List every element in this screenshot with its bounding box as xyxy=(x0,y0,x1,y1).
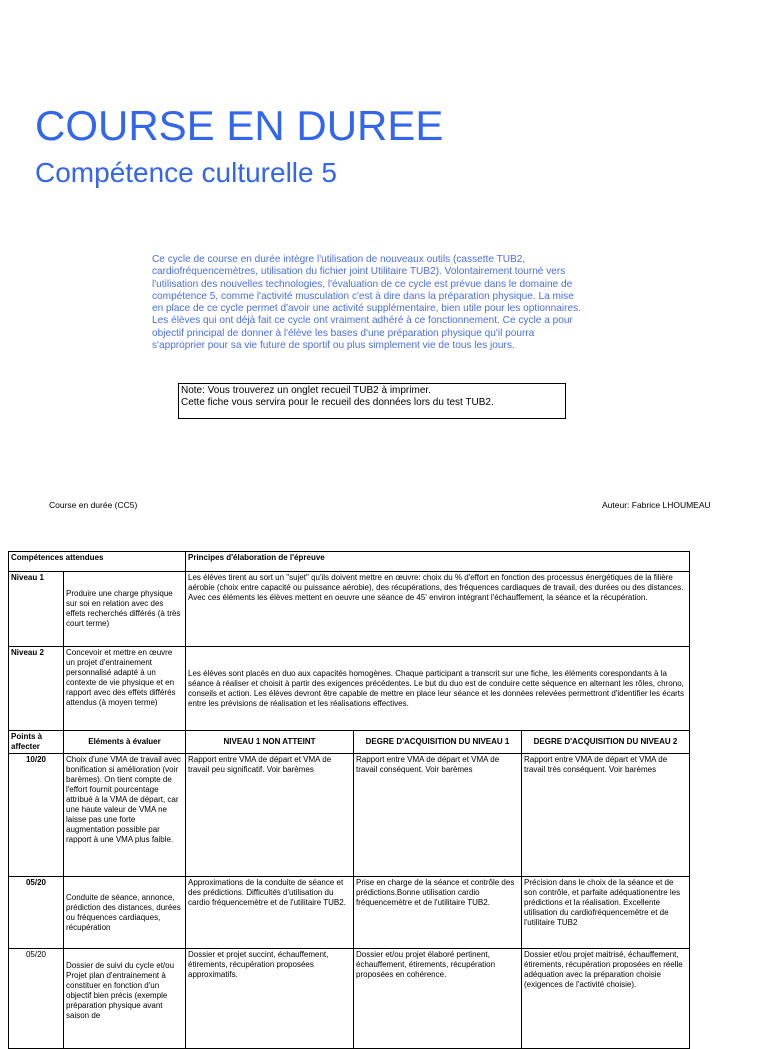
row-degre-niveau2: Précision dans le choix de la séance et de son contrôle, et parfaite adéquationentre les prédictions et la réalisation. Excellente utilisation du cardiofréquencemètre et de l'utilitaire TUB2 xyxy=(522,877,690,949)
row-degre-niveau1: Rapport entre VMA de départ et VMA de travail conséquent. Voir barèmes xyxy=(354,754,522,877)
row-niveau1-non-atteint: Dossier et projet succint, échauffement, étirements, récupération proposées approximatifs. xyxy=(186,949,354,1049)
niveau2-row xyxy=(9,647,690,731)
competences-header: Compétences attendues xyxy=(9,552,186,572)
row-element: Choix d'une VMA de travail avec bonification si amélioration (voir barèmes). On tient compte de l'effort fournit pourcentage attribué à la VMA de départ, car une haute valeur de VMA ne laisse pas une forte augmentation possible par rapport à une VMA plus faible. xyxy=(64,754,186,877)
niveau1-label: Niveau 1 xyxy=(9,572,64,647)
niveau1-competence: Produire une charge physique sur soi en relation avec des effets recherchés différés (à très court terme) xyxy=(64,572,186,647)
page-title: COURSE EN DUREE xyxy=(35,102,444,149)
row-points: 05/20 xyxy=(9,949,64,1049)
row-element: Dossier de suivi du cycle et/ou Projet plan d'entrainement à constituer en fonction d'un objectif bien précis (exemple préparation physique avant saison de xyxy=(64,949,186,1049)
niveau1-row xyxy=(9,572,690,647)
table-row xyxy=(9,949,690,1049)
row-element: Conduite de séance, annonce, prédiction des distances, durées ou fréquences cardiaques, récupération xyxy=(64,877,186,949)
criteria-header-row xyxy=(9,731,690,754)
table-header-row xyxy=(9,552,690,572)
row-niveau1-non-atteint: Rapport entre VMA de départ et VMA de travail peu significatif. Voir barèmes xyxy=(186,754,354,877)
note-line-2: Cette fiche vous servira pour le recueil des données lors du test TUB2. xyxy=(181,397,494,409)
note-box xyxy=(178,383,566,419)
principes-header: Principes d'élaboration de l'épreuve xyxy=(186,552,690,572)
elements-header: Eléments à évaluer xyxy=(64,731,186,754)
niveau2-competence: Concevoir et mettre en œuvre un projet d'entrainement personnalisé adapté à un contexte de vie physique et en rapport avec des effets différés attendus (à moyen terme) xyxy=(64,647,186,731)
author-label: Auteur: Fabrice LHOUMEAU xyxy=(602,500,711,510)
row-niveau1-non-atteint: Approximations de la conduite de séance et des prédictions. Difficultés d'utilisation du cardio fréquencemètre et de l'utilitaire TUB2. xyxy=(186,877,354,949)
row-degre-niveau2: Rapport entre VMA de départ et VMA de travail très conséquent. Voir barèmes xyxy=(522,754,690,877)
intro-paragraph: Ce cycle de course en durée intègre l'utilisation de nouveaux outils (cassette TUB2, cardiofréquencemètres, utilisation du fichier joint Utilitaire TUB2). Volontairement tourné vers l'utilisation des nouvelles technologies, l'évaluation de ce cycle est prévue dans le domaine de compétence 5, comme l'activité musculation c'est à dire dans la préparation physique. La mise en place de ce cycle permet d'avoir une activité supplémentaire, bien utile pour les optionnaires. Les élèves qui ont déjà fait ce cycle ont vraiment adhéré à ce fonctionnement. Ce cycle a pour objectif principal de donner à l'élève les bases d'une préparation physique qu'il pourra s'approprier pour sa vie future de sportif ou plus simplement vie de tous les jours. xyxy=(152,254,581,352)
niveau2-label: Niveau 2 xyxy=(9,647,64,731)
niveau1-non-atteint-header: NIVEAU 1 NON ATTEINT xyxy=(186,731,354,754)
row-degre-niveau1: Dossier et/ou projet élaboré pertinent, échauffement, étirements, récupération proposées en cohérence. xyxy=(354,949,522,1049)
degre-niveau1-header: DEGRE D'ACQUISITION DU NIVEAU 1 xyxy=(354,731,522,754)
row-points: 10/20 xyxy=(9,754,64,877)
points-header: Points à affecter xyxy=(9,731,64,754)
niveau1-principe: Les élèves tirent au sort un "sujet" qu'ils doivent mettre en œuvre: choix du % d'effort en fonction des processus énergétiques de la filière aérobie (choix entre capacité ou puissance aérobie), des récupérations, des fréquences cardiaques de travail, des durées ou des distances. Avec ces éléments les élèves mettent en oeuvre une séance de 45' environ intégrant l'échauffement, la séance et la récupération. xyxy=(186,572,690,647)
table-row xyxy=(9,877,690,949)
row-degre-niveau1: Prise en charge de la séance et contrôle des prédictions.Bonne utilisation cardio fréquencemètre et de l'utilitaire TUB2. xyxy=(354,877,522,949)
note-line-1: Note: Vous trouverez un onglet recueil TUB2 à imprimer. xyxy=(181,385,431,396)
page-subtitle: Compétence culturelle 5 xyxy=(35,157,337,188)
row-points: 05/20 xyxy=(9,877,64,949)
degre-niveau2-header: DEGRE D'ACQUISITION DU NIVEAU 2 xyxy=(522,731,690,754)
niveau2-principe: Les élèves sont placés en duo aux capacités homogènes. Chaque participant a transcrit sur une fiche, les éléments corespondants à la séance à réaliser et choisit à partir des exigences précédentes. Le but du duo est de conduire cette séquence en alternant les rôles, chrono, conseils et action. Les élèves devront être capable de mettre en place leur séance et les données relevées permettront d'identifier les écarts entre les prévisions de réalisation et les réalisations effectives. xyxy=(186,647,690,731)
evaluation-table xyxy=(8,551,690,1049)
table-row xyxy=(9,754,690,877)
document-label: Course en durée (CC5) xyxy=(49,500,138,510)
row-degre-niveau2: Dossier et/ou projet maitrisé, échauffement, étirements, récupération proposées en réelle adéquation avec la préparation choisie (exigences de l'activité choisie). xyxy=(522,949,690,1049)
